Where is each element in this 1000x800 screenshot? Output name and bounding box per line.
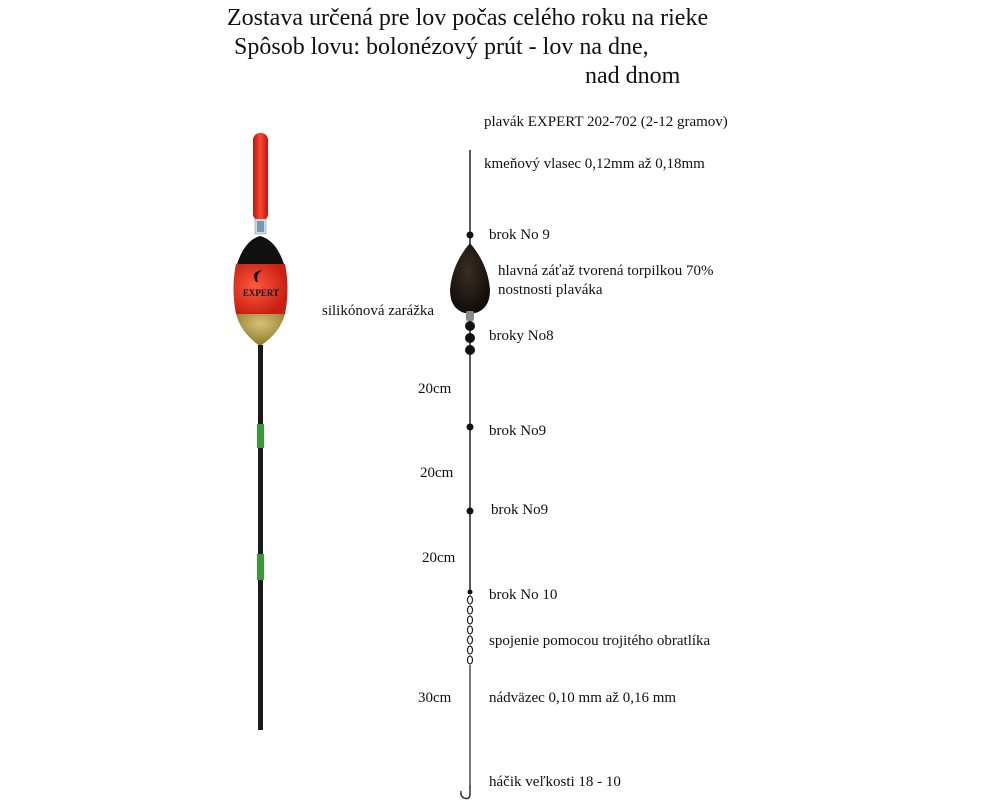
label-swivel: spojenie pomocou trojitého obratlíka	[489, 633, 711, 649]
label-shot-no10: brok No 10	[489, 587, 558, 603]
shot-no8-3	[465, 345, 475, 355]
shot-no9-b	[467, 508, 474, 515]
hook-icon	[461, 786, 470, 799]
title-line-1: Zostava určená pre lov počas celého roku na rieke	[227, 5, 709, 31]
shot-no10	[468, 590, 473, 595]
float-stem-ring-2	[257, 554, 264, 580]
float-antenna	[253, 133, 268, 221]
float-stem	[258, 345, 263, 730]
float-cap	[237, 236, 284, 264]
shot-no9-a	[467, 424, 474, 431]
label-main-line: kmeňový vlasec 0,12mm až 0,18mm	[484, 156, 705, 172]
label-hook: háčik veľkosti 18 - 10	[489, 774, 621, 790]
title-line-3: nad dnom	[585, 63, 681, 89]
label-main-weight: hlavná záťaž tvorená torpilkou 70%	[498, 263, 714, 279]
triple-swivel-icon	[468, 596, 473, 664]
label-shot-no9-a: brok No9	[489, 423, 547, 439]
label-silicone-stop: silikónová zarážka	[322, 303, 435, 319]
label-shot-no9-top: brok No 9	[489, 227, 550, 243]
label-main-weight-2: nostnosti plaváka	[498, 282, 603, 298]
silicone-stop	[466, 311, 474, 321]
label-distance-3: 20cm	[422, 550, 456, 566]
title-line-2: Spôsob lovu: bolonézový prút - lov na dne,	[234, 34, 649, 60]
main-weight-olivette	[450, 243, 490, 314]
float-base	[236, 314, 285, 346]
shot-no9-top	[467, 232, 474, 239]
rig-line	[450, 150, 490, 799]
shot-no8-2	[465, 333, 475, 343]
label-shot-no9-b: brok No9	[491, 502, 549, 518]
float-illustration	[234, 133, 288, 730]
shot-no8-1	[465, 321, 475, 331]
float-brand-text: EXPERT	[242, 288, 280, 298]
label-shots-no8: broky No8	[489, 328, 554, 344]
label-leader: nádväzec 0,10 mm až 0,16 mm	[489, 690, 677, 706]
label-distance-1: 20cm	[418, 381, 452, 397]
float-stem-ring-1	[257, 424, 264, 448]
label-distance-4: 30cm	[418, 690, 452, 706]
label-distance-2: 20cm	[420, 465, 454, 481]
label-float-model: plavák EXPERT 202-702 (2-12 gramov)	[484, 114, 728, 130]
